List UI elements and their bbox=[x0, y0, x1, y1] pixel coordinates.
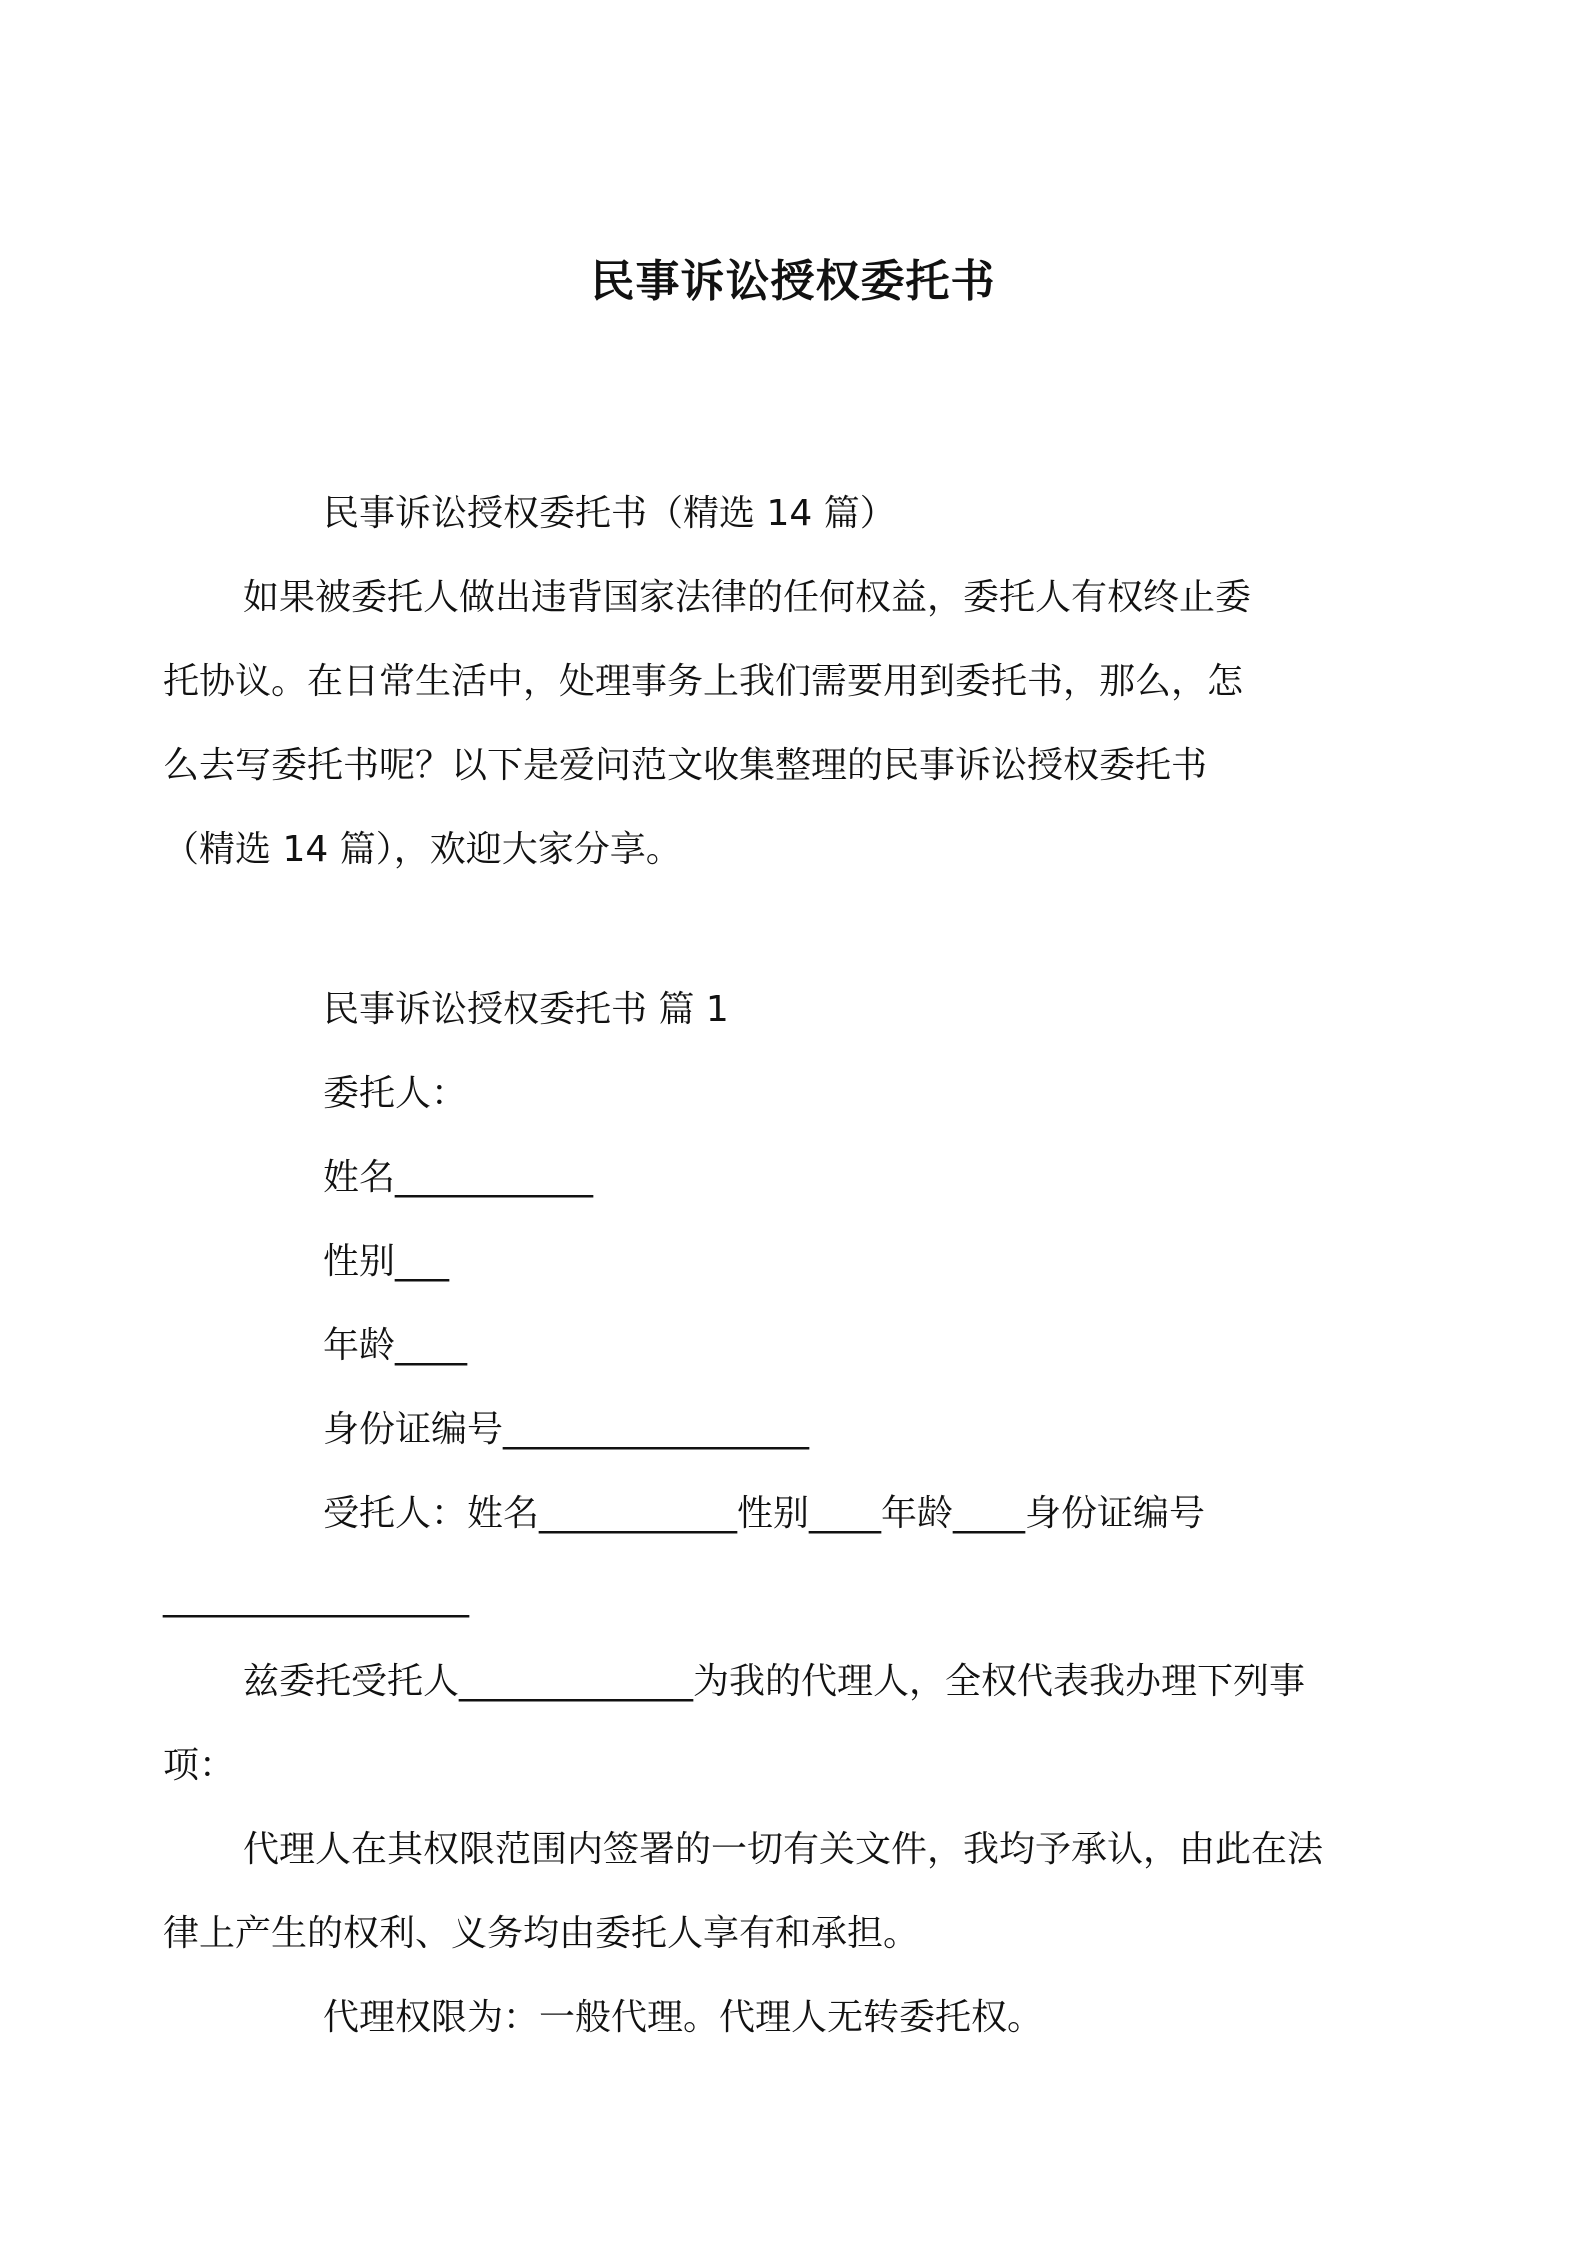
acknowledge-paragraph: 代理人在其权限范围内签署的一切有关文件，我均予承认，由此在法律上产生的权利、义务均由委托人享有和承担。 bbox=[163, 1829, 1324, 1954]
principal-label: 委托人： bbox=[323, 1073, 468, 1114]
id-field: 身份证编号_________________ bbox=[323, 1409, 810, 1450]
gender-field: 性别___ bbox=[323, 1241, 450, 1282]
intro-paragraph: 如果被委托人做出违背国家法律的任何权益，委托人有权终止委托协议。在日常生活中，处理事务上我们需要用到委托书，那么，怎么去写委托书呢？以下是爱问范文收集整理的民事诉讼授权委托书（精选 14 篇），欢迎大家分享。 bbox=[163, 577, 1252, 870]
name-field: 姓名___________ bbox=[323, 1157, 594, 1198]
section-heading: 民事诉讼授权委托书 篇 1 bbox=[323, 989, 729, 1030]
document-body bbox=[163, 472, 1353, 892]
agent-id-blank: _________________ bbox=[163, 1577, 469, 1618]
entrust-paragraph: 兹委托受托人_____________为我的代理人，全权代表我办理下列事项： bbox=[163, 1661, 1306, 1786]
agent-line: 受托人：姓名___________性别____年龄____身份证编号 bbox=[323, 1493, 1206, 1534]
age-field: 年龄____ bbox=[323, 1325, 468, 1366]
subtitle: 民事诉讼授权委托书（精选 14 篇） bbox=[323, 493, 896, 534]
authority-paragraph: 代理权限为：一般代理。代理人无转委托权。 bbox=[323, 1997, 1044, 2038]
document-title: 民事诉讼授权委托书 bbox=[590, 256, 996, 307]
section-1 bbox=[163, 968, 1353, 2060]
